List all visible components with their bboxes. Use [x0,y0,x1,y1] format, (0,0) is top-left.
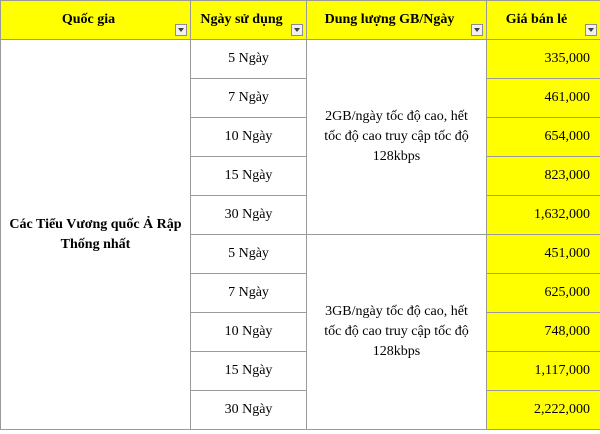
price-cell: 654,000 [487,118,600,157]
days-cell: 30 Ngày [191,196,307,235]
price-cell: 2,222,000 [487,391,600,430]
plan-cell: 3GB/ngày tốc độ cao, hết tốc độ cao truy cập tốc độ 128kbps [307,235,487,430]
days-cell: 15 Ngày [191,157,307,196]
days-cell: 5 Ngày [191,40,307,79]
table-row [1,40,600,79]
filter-dropdown-days[interactable] [291,24,303,36]
filter-dropdown-data[interactable] [471,24,483,36]
header-country [1,1,191,40]
days-cell: 30 Ngày [191,391,307,430]
days-cell: 15 Ngày [191,352,307,391]
days-cell: 7 Ngày [191,274,307,313]
header-days [191,1,307,40]
header-row [1,1,600,40]
plan-cell: 2GB/ngày tốc độ cao, hết tốc độ cao truy cập tốc độ 128kbps [307,40,487,235]
filter-dropdown-country[interactable] [175,24,187,36]
filter-dropdown-price[interactable] [585,24,597,36]
header-data [307,1,487,40]
price-cell: 461,000 [487,79,600,118]
days-cell: 7 Ngày [191,79,307,118]
country-cell: Các Tiểu Vương quốc Ả Rập Thống nhất [1,40,191,430]
price-cell: 748,000 [487,313,600,352]
header-country-label: Quốc gia [61,12,116,27]
header-price [487,1,600,40]
price-cell: 451,000 [487,235,600,274]
price-cell: 335,000 [487,40,600,79]
price-cell: 823,000 [487,157,600,196]
header-days-label: Ngày sử dụng [200,12,283,27]
days-cell: 10 Ngày [191,118,307,157]
price-cell: 1,632,000 [487,196,600,235]
price-cell: 1,117,000 [487,352,600,391]
header-data-label: Dung lượng GB/Ngày [324,12,455,27]
days-cell: 5 Ngày [191,235,307,274]
days-cell: 10 Ngày [191,313,307,352]
price-cell: 625,000 [487,274,600,313]
header-price-label: Giá bán lẻ [505,12,568,27]
